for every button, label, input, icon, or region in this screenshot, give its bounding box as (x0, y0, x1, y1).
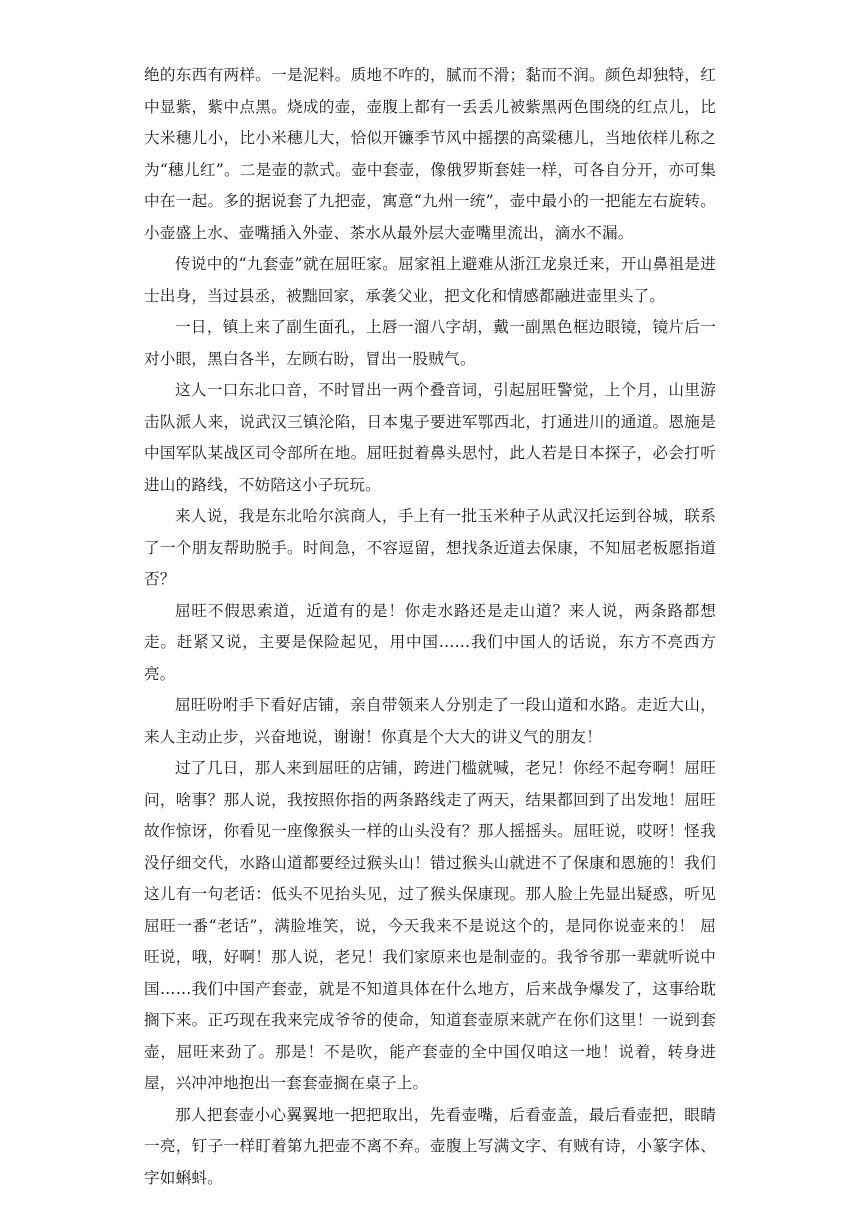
paragraph-9: 那人把套壶小心翼翼地一把把取出，先看壶嘴，后看壶盖，最后看壶把，眼睛一亮，钉子一样盯着第九把壶不离不弃。壶腹上写满文字、有贼有诗，小篆字体、字如蝌蚪。 (144, 1105, 716, 1187)
paragraph-3: 一日，镇上来了副生面孔，上唇一溜八字胡，戴一副黑色框边眼镜，镜片后一对小眼，黑白各半，左顾右盼，冒出一股贼气。 (144, 318, 716, 368)
paragraph-4: 这人一口东北口音，不时冒出一两个叠音词，引起屈旺警觉，上个月，山里游击队派人来，说武汉三镇沦陷，日本鬼子要进军鄂西北，打通进川的通道。恩施是中国军队某战区司令部所在地。屈旺挝着鼻头思忖，此人若是日本探子，必会打听进山的路线，不妨陪这小子玩玩。 (144, 381, 716, 494)
paragraph-2: 传说中的“九套壶”就在屈旺家。屈家祖上避难从浙江龙泉迁来，开山鼻祖是进士出身，当过县丞，被黜回家，承袭父业，把文化和情感都融进壶里头了。 (144, 255, 716, 305)
paragraph-1: 绝的东西有两样。一是泥料。质地不咋的，腻而不滑；黏而不润。颜色却独特，红中显紫，紫中点黑。烧成的壶，壶腹上都有一丢丢儿被紫黑两色围绕的红点儿，比大米穗儿小，比小米穗儿大，恰似开镰季节风中摇摆的高粱穗儿，当地依样儿称之为“穗儿红”。二是壶的款式。壶中套壶，像俄罗斯套娃一样，可各自分开，亦可集中在一起。多的据说套了九把壶，寓意“九州一统”，壶中最小的一把能左右旋转。小壶盛上水、壶嘴插入外壶、茶水从最外层大壶嘴里流出，滴水不漏。 (144, 66, 716, 242)
document-page (144, 60, 716, 1194)
paragraph-5: 来人说，我是东北哈尔滨商人，手上有一批玉米种子从武汉托运到谷城，联系了一个朋友帮助脱手。时间急，不容逗留，想找条近道去保康，不知屈老板愿指道否？ (144, 507, 716, 588)
paragraph-6: 屈旺不假思索道，近道有的是！你走水路还是走山道？来人说，两条路都想走。赶紧又说，主要是保险起见，用中国……我们中国人的话说，东方不亮西方亮。 (144, 601, 716, 683)
paragraph-8: 过了几日，那人来到屈旺的店铺，跨进门槛就喊，老兄！你经不起夸啊！屈旺问，啥事？那人说，我按照你指的两条路线走了两天，结果都回到了出发地！屈旺故作惊讶，你看见一座像猴头一样的山头没有？那人摇摇头。屈旺说，哎呀！怪我没仔细交代，水路山道都要经过猴头山！错过猴头山就进不了保康和恩施的！我们这儿有一句老话：低头不见抬头见，过了猴头保康现。那人脸上先显出疑惑，听见屈旺一番“老话”，满脸堆笑，说，今天我来不是说这个的，是同你说壶来的！ 屈旺说，哦，好啊！那人说，老兄！我们家原来也是制壶的。我爷爷那一辈就听说中国……我们中国产套壶，就是不知道具体在什么地方，后来战争爆发了，这事给耽搁下来。正巧现在我来完成爷爷的使命，知道套壶原来就产在你们这里！一说到套壶，屈旺来劲了。那是！不是吹，能产套壶的全中国仅咱这一地！说着，转身进屋，兴冲冲地抱出一套套壶搁在桌子上。 (144, 759, 716, 1092)
paragraph-7: 屈旺吩咐手下看好店铺，亲自带领来人分别走了一段山道和水路。走近大山，来人主动止步，兴奋地说，谢谢！你真是个大大的讲义气的朋友！ (144, 696, 716, 746)
